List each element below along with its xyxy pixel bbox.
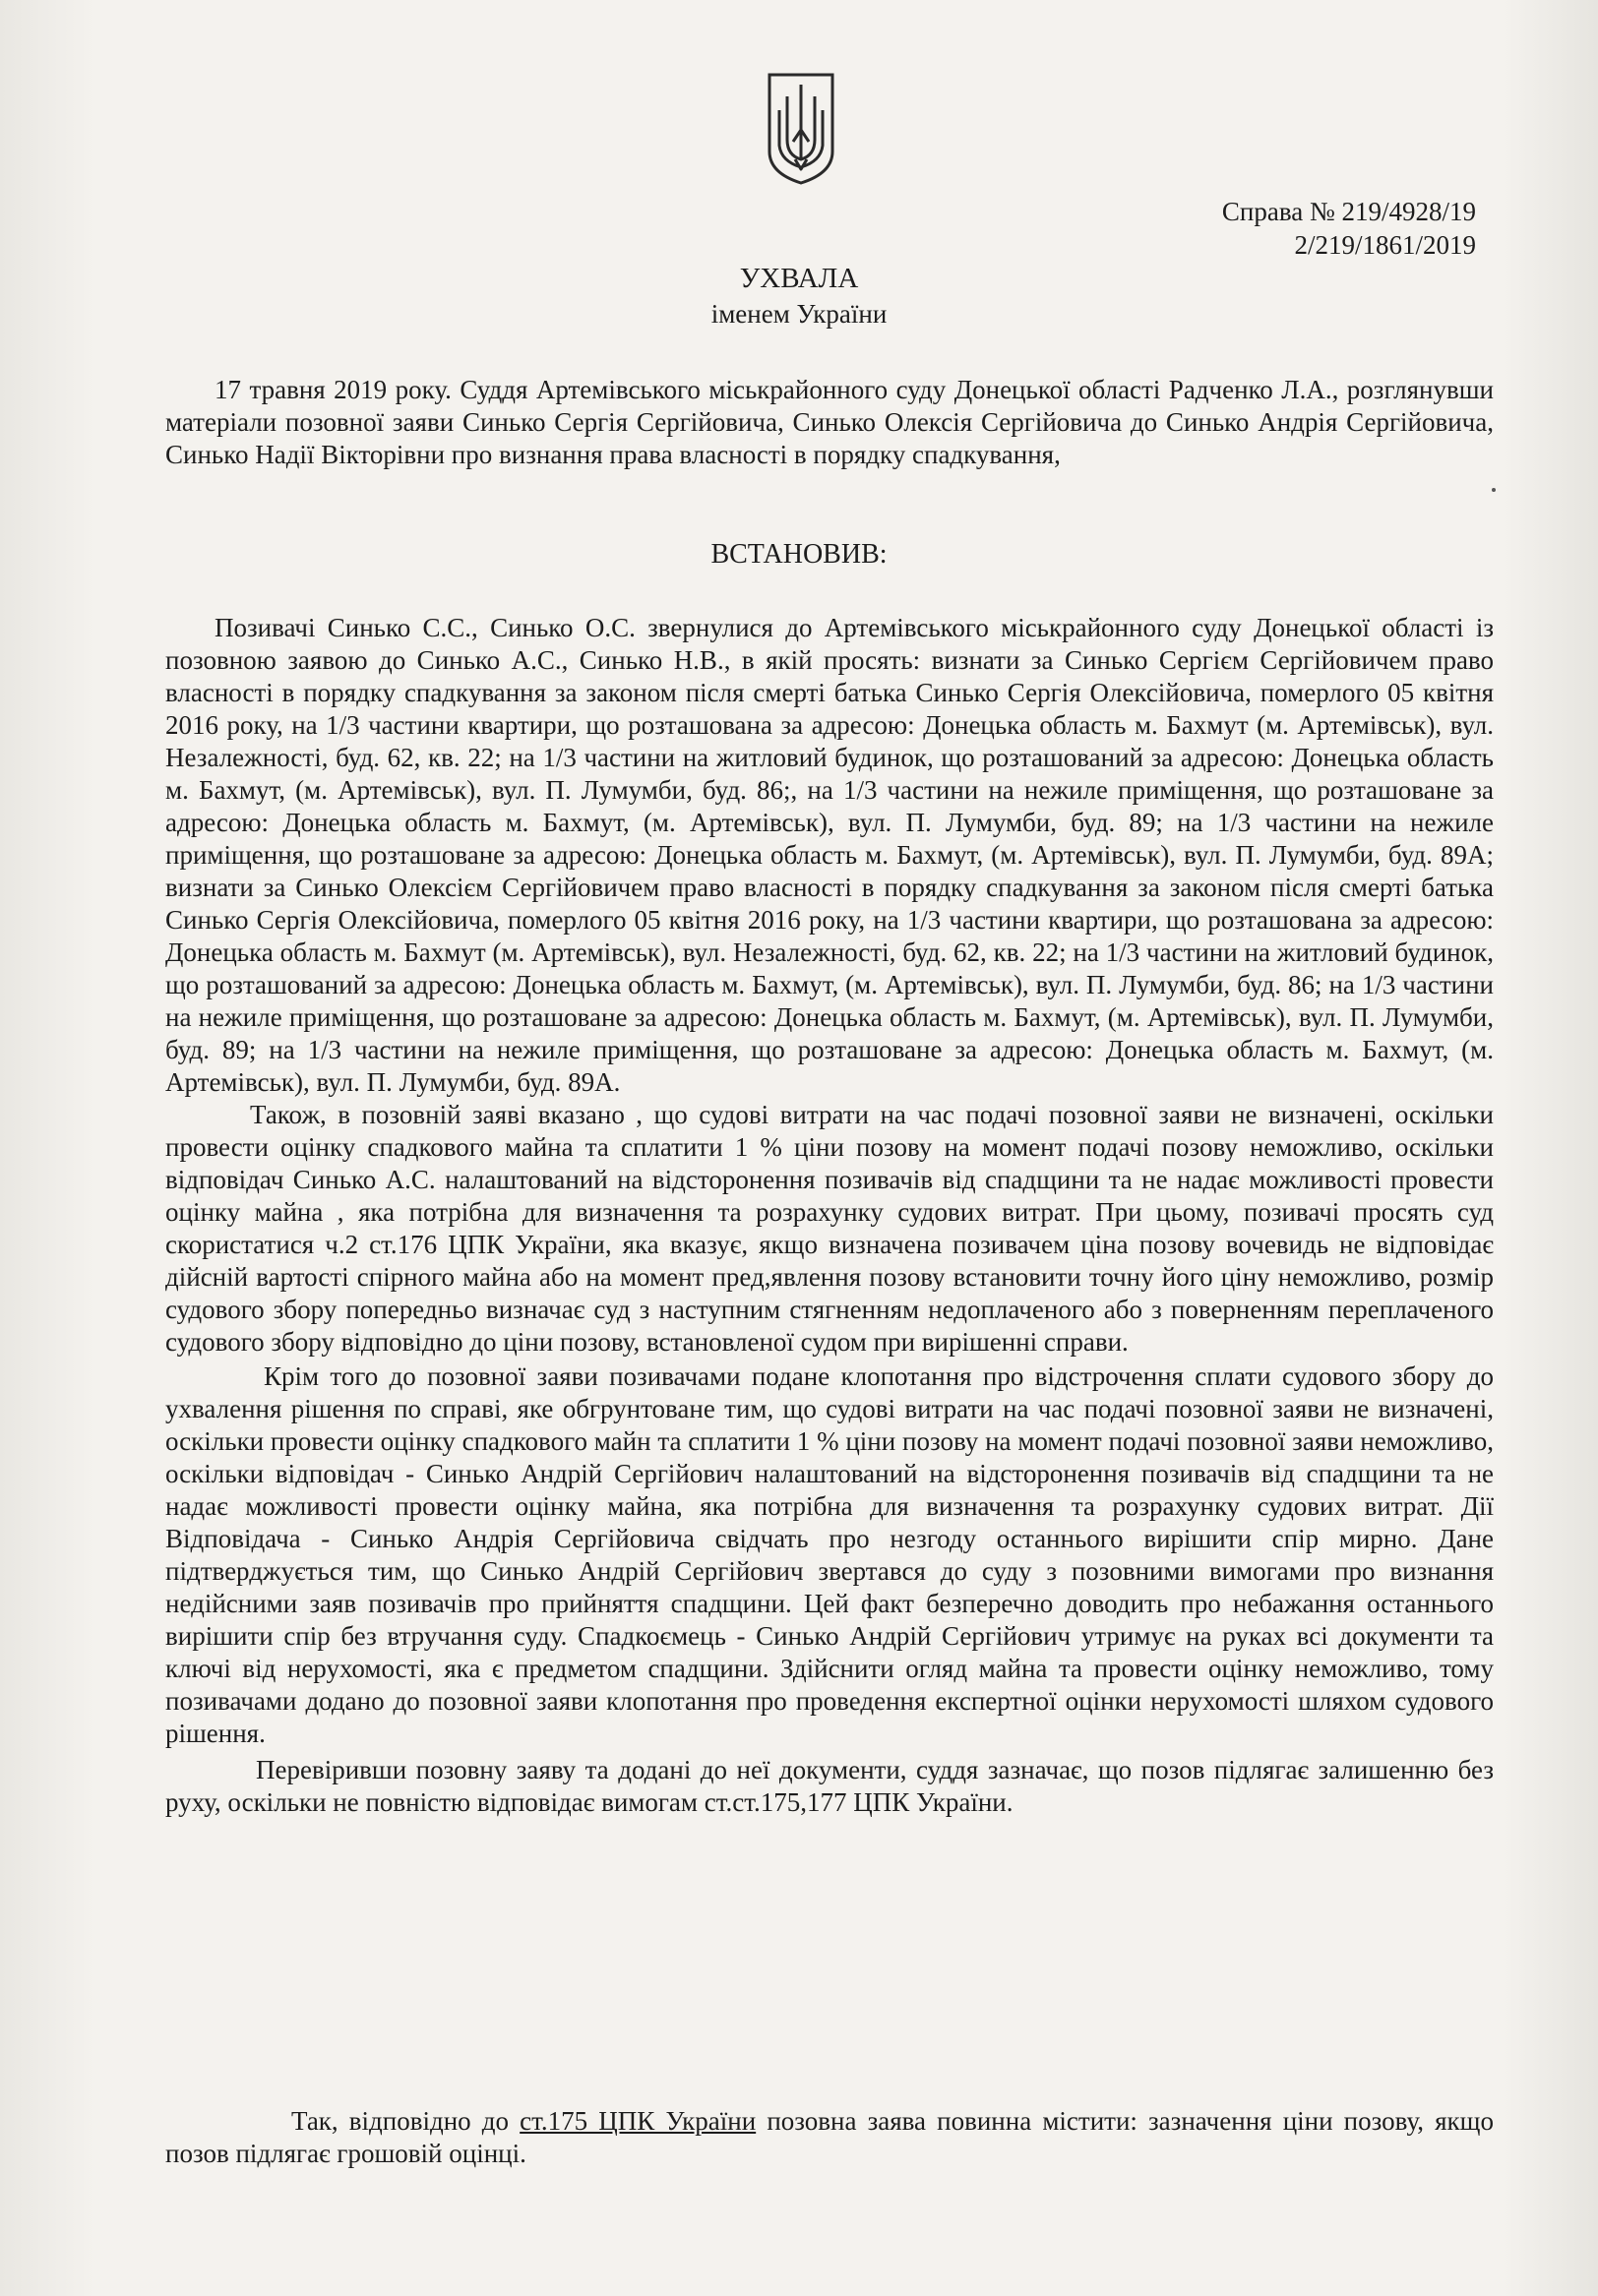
- case-number-block: [1222, 195, 1476, 262]
- proceeding-number: 2/219/1861/2019: [1294, 230, 1476, 260]
- document-subtitle: іменем України: [710, 299, 888, 329]
- paragraph-final: [165, 2105, 1494, 2170]
- intro-paragraph: 17 травня 2019 року. Суддя Артемівського міськрайонного суду Донецької області Радченко Л.А., розглянувши матеріали позовної заяви Синько Сергія Сергійовича, Синько Олексія Сергійовича до Синько Андрія Сергійовича, Синько Надії Вікторівни про визнання права власності в порядку спадкування,: [165, 375, 1494, 469]
- paragraph-claims: Позивачі Синько С.С., Синько О.С. звернулися до Артемівського міськрайонного суду Донецької області із позовною заявою до Синько А.С., Синько Н.В., в якій просять: визнати за Синько Сергієм Сергійовичем право власності в порядку спадкування за законом після смерті батька Синько Сергія Олексійовича, померлого 05 квітня 2016 року, на 1/3 частини квартири, що розташована за адресою: Донецька область м. Бахмут (м. Артемівськ), вул. Незалежності, буд. 62, кв. 22; на 1/3 частини на житловий будинок, що розташований за адресою: Донецька область м. Бахмут, (м. Артемівськ), вул. П. Лумумби, буд. 86;, на 1/3 частини на нежиле приміщення, що розташоване за адресою: Донецька область м. Бахмут, (м. Артемівськ), вул. П. Лумумби, буд. 89; на 1/3 частини на нежиле приміщення, що розташоване за адресою: Донецька область м. Бахмут, (м. Артемівськ), вул. П. Лумумби, буд. 89А; визнати за Синько Олексієм Сергійовичем право власності в порядку спадкування за законом після смерті батька Синько Сергія Олексійовича, померлого 05 квітня 2016 року, на 1/3 частини квартири, що розташована за адресою: Донецька область м. Бахмут (м. Артемівськ), вул. Незалежності, буд. 62, кв. 22; на 1/3 частини на житловий будинок, що розташований за адресою: Донецька область м. Бахмут, (м. Артемівськ), вул. П. Лумумби, буд. 86; на 1/3 частини на нежиле приміщення, що розташоване за адресою: Донецька область м. Бахмут, (м. Артемівськ), вул. П. Лумумби, буд. 89; на 1/3 частини на нежиле приміщення, що розташоване за адресою: Донецька область м. Бахмут, (м. Артемівськ), вул. П. Лумумби, буд. 89А.: [165, 613, 1494, 1097]
- final-text: [165, 2105, 1494, 2170]
- final-suffix: позовна заява повинна містити: зазначення ціни позову, якщо позов підлягає грошовій оцінці.: [165, 2106, 1494, 2168]
- law-article-link[interactable]: ст.175 ЦПК України: [520, 2106, 757, 2136]
- paragraph-court-fee: Також, в позовній заяві вказано , що судові витрати на час подачі позовної заяви не визначені, оскільки провести оцінку спадкового майна та сплатити 1 % ціни позову на момент подачі позову неможливо, оскільки відповідач Синько А.С. налаштований на відсторонення позивачів від спадщини та не надає можливості провести оцінку майна , яка потрібна для визначення та розрахунку судових витрат. При цьому, позивачі просять суд скористатися ч.2 ст.176 ЦПК України, яка вказує, якщо визначена позивачем ціна позову вочевидь не відповідає дійсній вартості спірного майна або на момент пред,явлення позову встановити точну його ціну неможливо, розмір судового збору попередньо визначає суд з наступним стягненням недоплаченого або з поверненням переплаченого судового збору відповідно до ціни позову, встановленої судом при вирішенні справи.: [165, 1100, 1494, 1357]
- section-heading: ВСТАНОВИВ:: [710, 539, 888, 570]
- scan-dot: [1492, 488, 1496, 492]
- main-text: [165, 612, 1494, 1819]
- intro-paragraph-block: [165, 374, 1494, 471]
- final-prefix: Так, відповідно до: [291, 2106, 521, 2136]
- paragraph-review: Перевіривши позовну заяву та додані до неї документи, суддя зазначає, що позов підлягає залишенню без руху, оскільки не повністю відповідає вимогам ст.ст.175,177 ЦПК України.: [165, 1755, 1494, 1817]
- coat-of-arms-icon: [766, 71, 836, 187]
- paragraph-deferral-motion: Крім того до позовної заяви позивачами подане клопотання про відстрочення сплати судового збору до ухвалення рішення по справі, яке обгрунтоване тим, що судові витрати на час подачі позовної заяви не визначені, оскільки провести оцінку спадкового майн та сплатити 1 % ціни позову на момент подачі позовної заяви неможливо, оскільки відповідач - Синько Андрій Сергійович налаштований на відсторонення позивачів від спадщини та не надає можливості провести оцінку майна, яка потрібна для визначення та розрахунку судових витрат. Дії Відповідача - Синько Андрія Сергійовича свідчать про незгоду останнього вирішити спір мирно. Дане підтверджується тим, що Синько Андрій Сергійович звертався до суду з позовними вимогами про визнання недійсними заяв позивачів про прийняття спадщини. Цей факт безперечно доводить про небажання останнього вирішити спір без втручання суду. Спадкоємець - Синько Андрій Сергійович утримує на руках всі документи та ключі від нерухомості, яка є предметом спадщини. Здійснити огляд майна та провести оцінку неможливо, тому позивачами додано до позовної заяви клопотання про проведення експертної оцінки нерухомості шляхом судового рішення.: [165, 1361, 1494, 1748]
- document-title: УХВАЛА: [739, 263, 859, 294]
- case-number: Справа № 219/4928/19: [1221, 197, 1476, 226]
